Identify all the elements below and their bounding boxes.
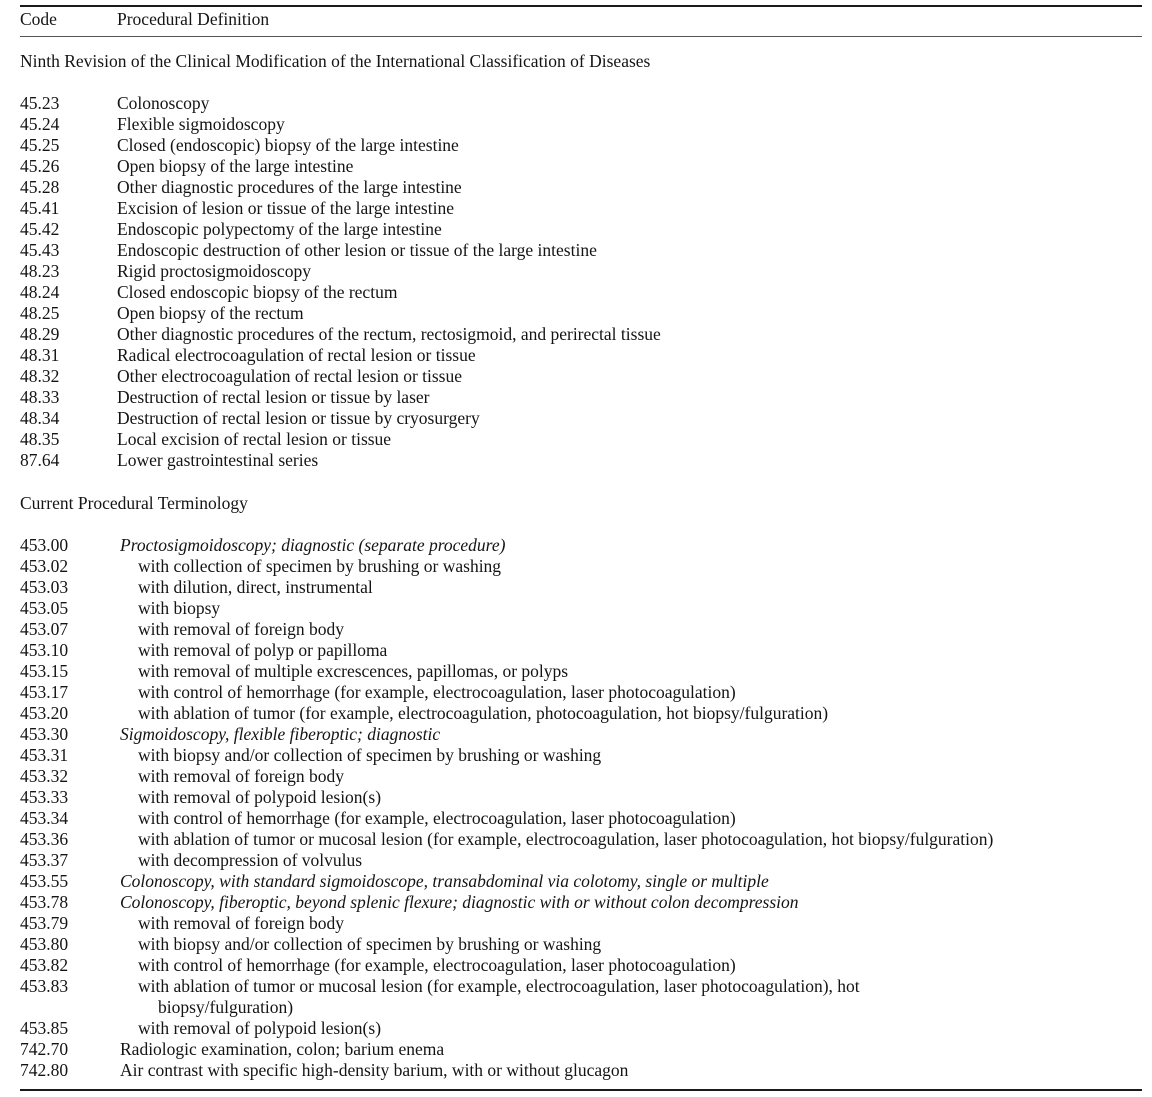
- row-code: 48.31: [20, 345, 60, 365]
- row-definition: with biopsy: [138, 598, 221, 618]
- row-definition: Open biopsy of the rectum: [117, 303, 304, 323]
- row-code: 742.70: [20, 1039, 69, 1059]
- table-top-rule: [20, 5, 1142, 7]
- table-bottom-rule: [20, 1089, 1142, 1091]
- row-code: 453.82: [20, 955, 69, 975]
- row-code: 48.33: [20, 387, 60, 407]
- row-definition: with control of hemorrhage (for example, electrocoagulation, laser photocoagulation): [138, 682, 736, 702]
- row-code: 453.17: [20, 682, 69, 702]
- row-definition: Endoscopic polypectomy of the large intestine: [117, 219, 442, 239]
- row-definition: Rigid proctosigmoidoscopy: [117, 261, 311, 281]
- row-definition: Air contrast with specific high-density barium, with or without glucagon: [120, 1060, 629, 1080]
- row-definition: with removal of foreign body: [138, 913, 345, 933]
- row-definition: Local excision of rectal lesion or tissue: [117, 429, 392, 449]
- row-definition: with removal of polypoid lesion(s): [138, 1018, 382, 1038]
- row-code: 453.03: [20, 577, 69, 597]
- row-definition: Colonoscopy, fiberoptic, beyond splenic flexure; diagnostic with or without colon decompression: [120, 892, 799, 912]
- row-definition: Endoscopic destruction of other lesion or tissue of the large intestine: [117, 240, 597, 260]
- row-code: 453.30: [20, 724, 69, 744]
- row-definition: Colonoscopy: [117, 93, 210, 113]
- row-code: 48.23: [20, 261, 60, 281]
- row-code: 453.20: [20, 703, 69, 723]
- row-code: 453.10: [20, 640, 69, 660]
- row-definition: Destruction of rectal lesion or tissue by cryosurgery: [117, 408, 480, 428]
- row-code: 453.15: [20, 661, 69, 681]
- row-code: 48.25: [20, 303, 60, 323]
- row-code: 453.33: [20, 787, 69, 807]
- row-definition: with removal of polyp or papilloma: [138, 640, 388, 660]
- row-definition: Colonoscopy, with standard sigmoidoscope, transabdominal via colotomy, single or multiple: [120, 871, 769, 891]
- row-definition: with removal of foreign body: [138, 766, 345, 786]
- header-definition: Procedural Definition: [117, 9, 270, 29]
- row-code: 453.02: [20, 556, 69, 576]
- row-definition: Radiologic examination, colon; barium enema: [120, 1039, 445, 1059]
- row-definition: Other diagnostic procedures of the large intestine: [117, 177, 462, 197]
- row-code: 453.37: [20, 850, 69, 870]
- row-code: 45.43: [20, 240, 60, 260]
- row-code: 453.55: [20, 871, 69, 891]
- row-definition: Open biopsy of the large intestine: [117, 156, 354, 176]
- row-code: 453.79: [20, 913, 69, 933]
- section-title-icd9: Ninth Revision of the Clinical Modification of the International Classification of Diseases: [20, 51, 651, 71]
- row-definition: with biopsy and/or collection of specimen by brushing or washing: [138, 934, 602, 954]
- row-definition: with biopsy and/or collection of specimen by brushing or washing: [138, 745, 602, 765]
- row-definition: with dilution, direct, instrumental: [138, 577, 373, 597]
- row-code: 453.85: [20, 1018, 69, 1038]
- row-definition: Proctosigmoidoscopy; diagnostic (separate procedure): [120, 535, 506, 555]
- row-code: 45.24: [20, 114, 60, 134]
- row-definition: Excision of lesion or tissue of the large intestine: [117, 198, 454, 218]
- row-code: 48.32: [20, 366, 60, 386]
- row-code: 48.29: [20, 324, 60, 344]
- row-code: 453.00: [20, 535, 69, 555]
- row-definition: Closed endoscopic biopsy of the rectum: [117, 282, 398, 302]
- row-definition: Other electrocoagulation of rectal lesion or tissue: [117, 366, 463, 386]
- row-definition: with collection of specimen by brushing or washing: [138, 556, 502, 576]
- row-code: 453.34: [20, 808, 69, 828]
- row-code: 45.25: [20, 135, 60, 155]
- row-code: 48.24: [20, 282, 60, 302]
- row-definition: Radical electrocoagulation of rectal lesion or tissue: [117, 345, 476, 365]
- row-code: 45.41: [20, 198, 60, 218]
- row-definition: with removal of multiple excrescences, papillomas, or polyps: [138, 661, 569, 681]
- row-code: 48.35: [20, 429, 60, 449]
- row-definition: with control of hemorrhage (for example, electrocoagulation, laser photocoagulation): [138, 808, 736, 828]
- row-code: 45.42: [20, 219, 60, 239]
- row-definition: with ablation of tumor or mucosal lesion (for example, electrocoagulation, laser photocoagulation, hot biopsy/fulguration): [138, 829, 994, 849]
- row-code: 453.36: [20, 829, 69, 849]
- row-code: 45.26: [20, 156, 60, 176]
- row-code: 453.80: [20, 934, 69, 954]
- header-code: Code: [20, 9, 57, 29]
- row-code: 453.05: [20, 598, 69, 618]
- row-code: 453.32: [20, 766, 69, 786]
- row-definition: with removal of polypoid lesion(s): [138, 787, 382, 807]
- row-definition: Destruction of rectal lesion or tissue by laser: [117, 387, 430, 407]
- row-code: 453.78: [20, 892, 69, 912]
- row-code: 453.83: [20, 976, 69, 996]
- row-code: 45.28: [20, 177, 60, 197]
- row-code: 45.23: [20, 93, 60, 113]
- row-definition: with control of hemorrhage (for example, electrocoagulation, laser photocoagulation): [138, 955, 736, 975]
- row-definition: Flexible sigmoidoscopy: [117, 114, 285, 134]
- row-definition: with ablation of tumor (for example, electrocoagulation, photocoagulation, hot biopsy/fulguration): [138, 703, 829, 723]
- row-definition: Other diagnostic procedures of the rectum, rectosigmoid, and perirectal tissue: [117, 324, 661, 344]
- row-code: 742.80: [20, 1060, 69, 1080]
- row-definition: with removal of foreign body: [138, 619, 345, 639]
- row-definition: Sigmoidoscopy, flexible fiberoptic; diagnostic: [120, 724, 441, 744]
- row-definition: with decompression of volvulus: [138, 850, 363, 870]
- row-definition: Closed (endoscopic) biopsy of the large intestine: [117, 135, 459, 155]
- row-code: 87.64: [20, 450, 60, 470]
- row-code: 48.34: [20, 408, 60, 428]
- row-definition: with ablation of tumor or mucosal lesion (for example, electrocoagulation, laser photocoagulation), hot: [138, 976, 860, 996]
- row-code: 453.07: [20, 619, 69, 639]
- row-definition: Lower gastrointestinal series: [117, 450, 319, 470]
- section-title-cpt: Current Procedural Terminology: [20, 493, 248, 513]
- table-header-rule: [20, 36, 1142, 37]
- row-code: 453.31: [20, 745, 69, 765]
- row-definition-continuation: biopsy/fulguration): [158, 997, 294, 1017]
